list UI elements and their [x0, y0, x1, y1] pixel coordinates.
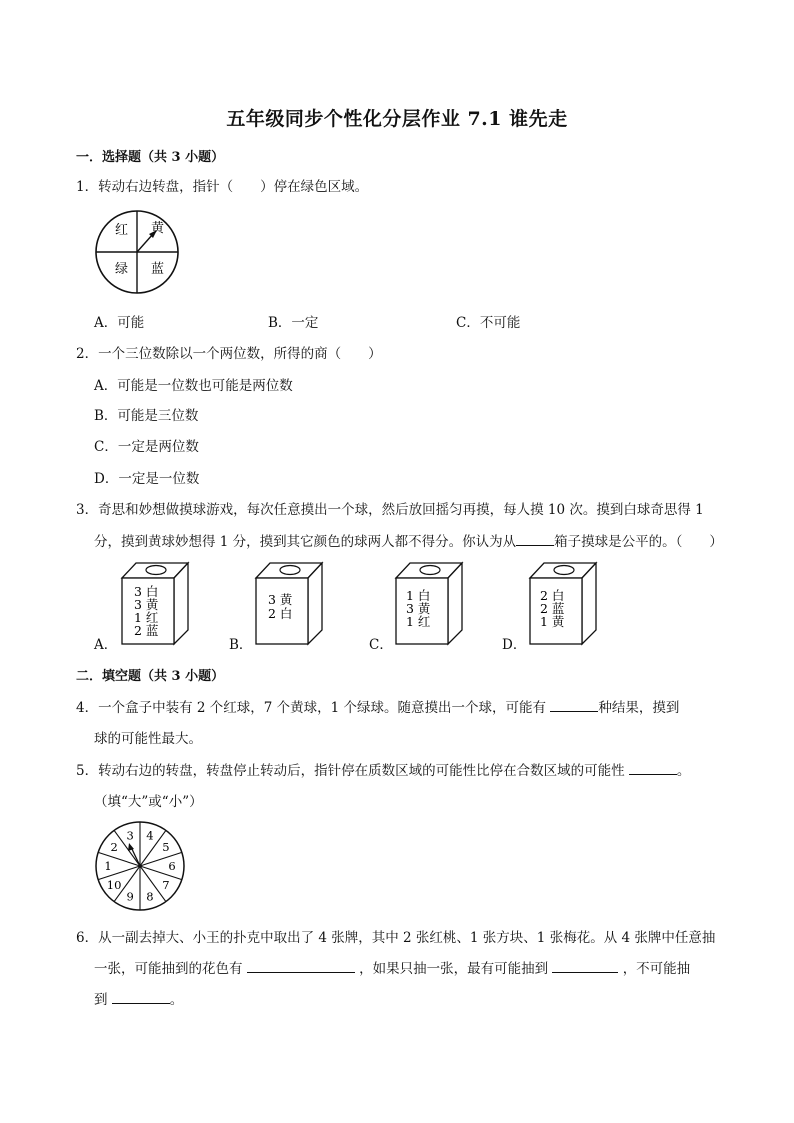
ball-box-b — [254, 560, 326, 646]
wheel-number: 2 — [110, 840, 118, 855]
wheel-number: 5 — [162, 840, 170, 855]
spinner-label-blue: 蓝 — [151, 262, 165, 277]
q2-option-c[interactable]: C．一定是两位数 — [94, 439, 199, 455]
svg-text:2 白: 2 白 — [268, 606, 293, 621]
answer-blank[interactable] — [112, 991, 170, 1004]
ball-box-a — [120, 560, 192, 646]
svg-text:1 红: 1 红 — [406, 614, 431, 629]
question-4-line1: 4．一个盒子中装有 2 个红球，7 个黄球，1 个绿球。随意摸出一个球，可能有 种结果，摸到 — [76, 700, 680, 716]
question-3-line1: 3．奇思和妙想做摸球游戏，每次任意摸出一个球，然后放回摇匀再摸，每人摸 10 次。摸到白球奇思得 1 — [76, 502, 704, 518]
spinner-label-yellow: 黄 — [151, 221, 165, 236]
wheel-number: 3 — [126, 828, 134, 843]
wheel-number: 1 — [104, 859, 112, 873]
q2-option-b[interactable]: B．可能是三位数 — [94, 408, 199, 424]
answer-blank[interactable] — [550, 699, 598, 712]
section-heading-choice: 一．选择题（共 3 小题） — [76, 150, 225, 165]
svg-text:1 白: 1 白 — [406, 588, 431, 603]
spinner-label-green: 绿 — [115, 262, 129, 277]
svg-text:3 白: 3 白 — [134, 584, 159, 599]
wheel-number: 9 — [126, 889, 134, 904]
q3-option-b[interactable]: B． — [229, 637, 253, 653]
svg-text:2 蓝: 2 蓝 — [540, 601, 565, 616]
question-6-line3: 到 。 — [94, 992, 184, 1008]
svg-text:1 黄: 1 黄 — [540, 614, 565, 629]
ball-box-d — [528, 560, 600, 646]
number-wheel — [92, 818, 188, 914]
section-heading-fill: 二．填空题（共 3 小题） — [76, 669, 225, 684]
q3-option-a[interactable]: A． — [94, 637, 118, 653]
question-3-line2: 分，摸到黄球妙想得 1 分，摸到其它颜色的球两人都不得分。你认为从 箱子摸球是公平的。（ ） — [94, 534, 723, 550]
question-6-line1: 6．从一副去掉大、小王的扑克中取出了 4 张牌，其中 2 张红桃、1 张方块、1 张梅花。从 4 张牌中任意抽 — [76, 930, 716, 946]
wheel-number: 6 — [168, 859, 176, 873]
svg-text:3 黄: 3 黄 — [134, 597, 159, 612]
wheel-number: 10 — [106, 877, 122, 892]
q1-option-b[interactable]: B．一定 — [268, 315, 319, 331]
q3-option-d[interactable]: D． — [502, 637, 527, 653]
question-4-line2: 球的可能性最大。 — [94, 731, 202, 747]
spinner-four-colors — [95, 205, 179, 299]
answer-blank[interactable] — [516, 533, 554, 546]
q1-option-a[interactable]: A．可能 — [94, 315, 145, 331]
wheel-number: 7 — [162, 877, 170, 892]
svg-text:2 白: 2 白 — [540, 588, 565, 603]
q1-option-c[interactable]: C．不可能 — [456, 315, 521, 331]
question-1-text: 1．转动右边转盘，指针（ ）停在绿色区域。 — [76, 179, 369, 195]
question-5-line1: 5．转动右边的转盘，转盘停止转动后，指针停在质数区域的可能性比停在合数区域的可能性 。 — [76, 763, 691, 779]
question-6-line2: 一张，可能抽到的花色有 ，如果只抽一张，最有可能抽到 ，不可能抽 — [94, 961, 691, 977]
q2-option-d[interactable]: D．一定是一位数 — [94, 471, 200, 487]
answer-blank[interactable] — [247, 960, 355, 973]
answer-blank[interactable] — [552, 960, 618, 973]
wheel-number: 4 — [146, 828, 154, 843]
svg-text:2 蓝: 2 蓝 — [134, 623, 159, 638]
question-2-text: 2．一个三位数除以一个两位数，所得的商（ ） — [76, 346, 382, 362]
answer-blank[interactable] — [629, 762, 677, 775]
svg-text:3 黄: 3 黄 — [406, 601, 431, 616]
page-title: 五年级同步个性化分层作业 7.1 谁先走 — [226, 108, 568, 130]
question-5-line2: （填“大”或“小”） — [94, 794, 203, 810]
ball-box-c — [394, 560, 466, 646]
svg-text:3 黄: 3 黄 — [268, 592, 293, 607]
q3-option-c[interactable]: C． — [369, 637, 393, 653]
wheel-number: 8 — [146, 889, 154, 904]
svg-text:1 红: 1 红 — [134, 610, 159, 625]
spinner-label-red: 红 — [115, 223, 129, 238]
q2-option-a[interactable]: A．可能是一位数也可能是两位数 — [94, 378, 293, 394]
